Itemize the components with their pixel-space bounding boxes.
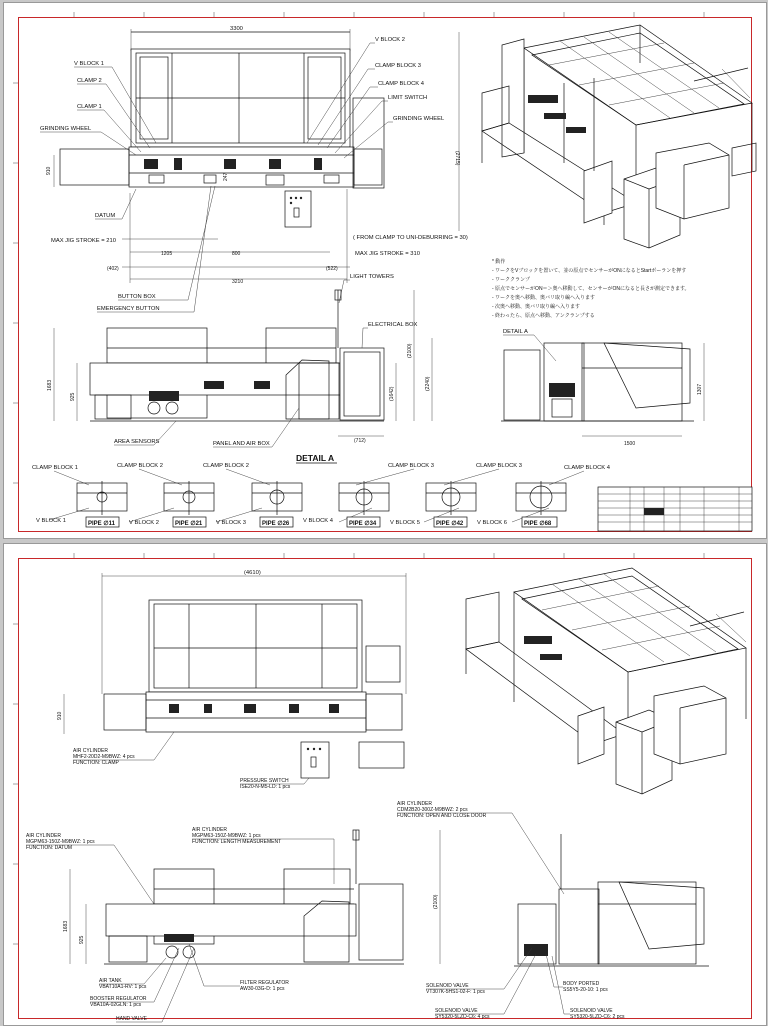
callout-4-spec: MGPM63-150Z-M9BWZ: 1 pcs <box>26 839 95 845</box>
callout-2-name: AIR CYLINDER <box>397 801 433 807</box>
detail-bottom-label-3: V BLOCK 4 <box>303 518 333 524</box>
dim2-overall-width: (4610) <box>244 570 261 576</box>
pipe-label-0: PIPE ∅11 <box>88 521 115 527</box>
dim-elev-925: 925 <box>70 392 76 401</box>
callout-5-spec: VBAT10A1-RV: 1 pcs <box>99 984 147 990</box>
dim-elev-1683: 1683 <box>47 379 53 391</box>
side-elevation <box>501 329 704 447</box>
callout-2-spec: CDM2B20-300Z-M9BWZ: 2 pcs <box>397 807 468 813</box>
dim-side-1500: 1500 <box>624 441 636 447</box>
pipe-label-4: PIPE ∅42 <box>436 521 464 527</box>
callout-12-spec: SY5320-5LZD-C6: 2 pcs <box>570 1014 625 1020</box>
callout-11-spec: SS5Y5-20-10: 1 pcs <box>563 987 608 993</box>
detail-bottom-label-2: V BLOCK 3 <box>216 520 246 526</box>
callout-10-name: SOLENOID VALVE <box>435 1008 478 1014</box>
label-light-towers: LIGHT TOWERS <box>350 274 394 280</box>
front-elevation <box>47 290 432 447</box>
note-line-0: * 動作 <box>492 259 506 265</box>
detail-bottom-label-5: V BLOCK 6 <box>477 520 507 526</box>
label-button-box: BUTTON BOX <box>118 294 156 300</box>
pipe-label-2: PIPE ∅26 <box>262 521 290 527</box>
detail-top-label-4: CLAMP BLOCK 3 <box>476 463 522 469</box>
label-panel-air-box: PANEL AND AIR BOX <box>213 441 270 447</box>
callout-1-spec: ISE20-N-M5-LD: 1 pcs <box>240 784 291 790</box>
callout-9-name: SOLENOID VALVE <box>426 983 469 989</box>
dim-elev-2240: (2240) <box>425 376 431 391</box>
note-line-6: - 終わったら、原点へ移動、アンクランプする <box>492 313 595 319</box>
callout-4-name: AIR CYLINDER <box>26 833 62 839</box>
dim-3210: 3210 <box>232 279 244 285</box>
drawing-canvas-2 <box>4 544 766 1025</box>
label-clamp-2: CLAMP 2 <box>77 78 102 84</box>
callout-10-spec: SY5320-5LZD-C6: 4 pcs <box>435 1014 490 1020</box>
dim-elev-2100: (2100) <box>407 343 413 358</box>
callout-11-name: BODY PORTED <box>563 981 600 987</box>
callout-0-func: FUNCTION: CLAMP <box>73 760 119 766</box>
detail-row <box>32 463 611 527</box>
callout-12-name: SOLENOID VALVE <box>570 1008 613 1014</box>
callout-0-name: AIR CYLINDER <box>73 748 109 754</box>
front-elevation-2 <box>63 830 440 964</box>
label-grinding-wheel-left: GRINDING WHEEL <box>40 126 92 132</box>
callout-0-spec: MHF2-20D2-M9BWZ: 4 pcs <box>73 754 135 760</box>
label-max-jig-310: MAX JIG STROKE = 310 <box>355 251 420 257</box>
dim-800: 800 <box>232 251 241 257</box>
label-v-block-1: V BLOCK 1 <box>74 61 104 67</box>
detail-top-label-1: CLAMP BLOCK 2 <box>117 463 163 469</box>
pipe-label-5: PIPE ∅68 <box>524 521 552 527</box>
label-datum: DATUM <box>95 213 116 219</box>
detail-bottom-label-4: V BLOCK 5 <box>390 520 420 526</box>
detail-bottom-label-0: V BLOCK 1 <box>36 518 66 524</box>
callout-6-spec: AW30-03G-D: 1 pcs <box>240 986 285 992</box>
dim-1205: 1205 <box>161 251 173 257</box>
note-line-4: - ワークを奥へ移動、奥バリ取り編へ入ります <box>492 295 596 301</box>
drawing-sheet-2 <box>3 543 767 1026</box>
label-from-clamp: ( FROM CLAMP TO UNI-DEBURRING = 30) <box>353 235 468 241</box>
detail-bottom-label-1: V BLOCK 2 <box>129 520 159 526</box>
dim2-elev-1683: 1683 <box>63 920 69 932</box>
pipe-label-3: PIPE ∅34 <box>349 521 377 527</box>
note-line-5: - 次奥へ移動、奥バリ取り編へ入ります <box>492 304 581 310</box>
pipe-label-1: PIPE ∅21 <box>175 521 203 527</box>
dim-522: (522) <box>326 266 338 272</box>
callout-7-spec: VBA10A-02GLN: 1 pcs <box>90 1002 142 1008</box>
label-v-block-2: V BLOCK 2 <box>375 37 405 43</box>
callout-9-spec: VT307K-5HS1-02-F: 1 pcs <box>426 989 485 995</box>
label-limit-switch: LIMIT SWITCH <box>388 95 428 101</box>
callout-5-name: AIR TANK <box>99 978 122 984</box>
drawing-canvas-1 <box>4 3 766 538</box>
dim2-height-left: 910 <box>57 711 63 720</box>
label-clamp-block-3: CLAMP BLOCK 3 <box>375 63 421 69</box>
label-electrical-box: ELECTRICAL BOX <box>368 322 418 328</box>
note-line-2: - ワーククランプ <box>492 277 531 283</box>
callout-4-func: FUNCTION: DATUM <box>26 845 73 851</box>
label-clamp-1: CLAMP 1 <box>77 104 102 110</box>
operation-notes <box>492 258 690 319</box>
label-clamp-block-4: CLAMP BLOCK 4 <box>378 81 424 87</box>
plan-view-2 <box>57 570 406 778</box>
dim2-elev-925: 925 <box>79 935 85 944</box>
dim-402: (402) <box>107 266 119 272</box>
drawing-sheet-1 <box>3 2 767 539</box>
detail-top-label-3: CLAMP BLOCK 3 <box>388 463 434 469</box>
dim-712: (712) <box>354 438 366 444</box>
callout-6-name: FILTER REGULATOR <box>240 980 289 986</box>
dim-height-left: 910 <box>46 166 52 175</box>
dim-side-1307: 1307 <box>697 383 703 395</box>
callouts-upper <box>26 732 564 904</box>
label-grinding-wheel-right: GRINDING WHEEL <box>393 116 445 122</box>
note-line-3: - 原点でセンサーがON＝＞奥へ移動して、センサーがONになると長さが測定できます。 <box>492 286 690 292</box>
dim2-elev-2100: (2100) <box>433 894 439 909</box>
callout-3-spec: MGPM63-150Z-M9BWZ: 1 pcs <box>192 833 261 839</box>
label-detail-a-small: DETAIL A <box>503 329 528 335</box>
detail-a-title: DETAIL A <box>296 453 335 463</box>
detail-top-label-0: CLAMP BLOCK 1 <box>32 465 78 471</box>
callout-3-name: AIR CYLINDER <box>192 827 228 833</box>
dim-overall-width: 3300 <box>230 26 243 32</box>
detail-top-label-5: CLAMP BLOCK 4 <box>564 465 610 471</box>
detail-top-label-2: CLAMP BLOCK 2 <box>203 463 249 469</box>
callout-3-func: FUNCTION: LENGTH MEASUREMENT <box>192 839 282 845</box>
isometric-view-2 <box>466 568 746 794</box>
side-elevation-2 <box>514 834 709 966</box>
callout-1-name: PRESSURE SWITCH <box>240 778 289 784</box>
note-line-1: - ワークをVブロックを置いて、並の原点でセンサーがONになるとStartボーランを押す <box>492 268 687 274</box>
callout-7-name: BOOSTER REGULATOR <box>90 996 147 1002</box>
label-max-jig-210: MAX JIG STROKE = 210 <box>51 238 116 244</box>
dim-elev-1642: (1642) <box>389 386 395 401</box>
callout-2-func: FUNCTION: OPEN AND CLOSE DOOR <box>397 813 487 819</box>
title-block <box>598 487 752 531</box>
isometric-view-1 <box>482 25 756 248</box>
dim-247: 247 <box>223 172 229 181</box>
label-emergency-button: EMERGENCY BUTTON <box>97 306 160 312</box>
callout-8-name: HAND VALVE <box>116 1016 147 1022</box>
label-area-sensors: AREA SENSORS <box>114 439 160 445</box>
dim-height-right: (2715) <box>454 151 460 166</box>
